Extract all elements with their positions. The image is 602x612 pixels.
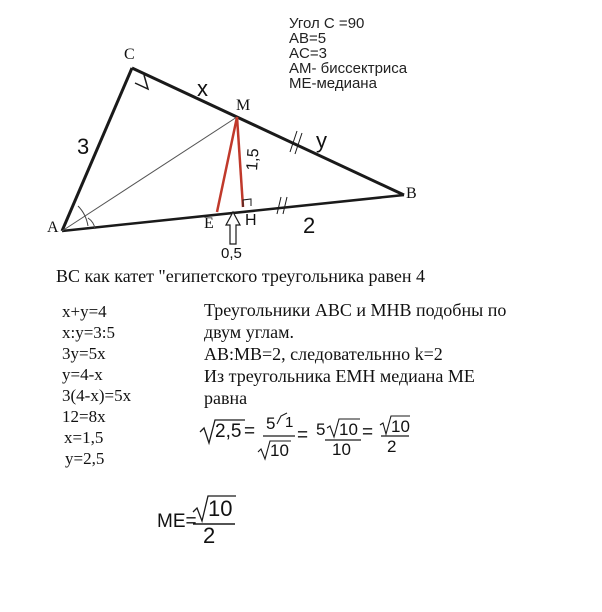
- vertex-a-label: A: [47, 219, 59, 236]
- formula-num2: 5: [316, 420, 326, 439]
- formula-num1: 5: [266, 414, 276, 433]
- given-line: AB=5: [289, 30, 327, 47]
- formula-equals: =: [362, 422, 374, 443]
- explanation-line: Из треугольника ЕМН медиана МЕ: [204, 366, 475, 386]
- formula-radicand: 2,5: [215, 421, 242, 442]
- formula-num1-root: 1: [285, 414, 294, 431]
- formula-den3: 2: [387, 437, 397, 456]
- explanation-line: двум углам.: [204, 322, 295, 342]
- label-eh: 0,5: [221, 245, 242, 262]
- equation-line: x=1,5: [64, 428, 104, 447]
- formula-num2-root: 10: [339, 420, 358, 439]
- answer-prefix: ME=: [157, 511, 197, 532]
- vertex-e-label: E: [204, 215, 214, 232]
- answer-den: 2: [203, 523, 216, 548]
- equation-line: y=4-x: [62, 365, 103, 384]
- vertex-b-label: B: [406, 185, 417, 202]
- equation-line: 12=8x: [62, 407, 106, 426]
- equation-line: x+y=4: [62, 302, 107, 321]
- label-mb: y: [316, 128, 327, 153]
- label-cm: x: [197, 76, 208, 101]
- explanation-line: равна: [204, 388, 248, 408]
- solution-headline: ВС как катет "египетского треугольника равен 4: [56, 266, 425, 286]
- answer-root: 10: [208, 496, 233, 521]
- given-line: AC=3: [289, 45, 327, 62]
- explanation-line: АВ:МВ=2, следовательнно k=2: [204, 344, 443, 364]
- equation-line: x:y=3:5: [62, 323, 116, 342]
- label-ac: 3: [77, 134, 90, 159]
- vertex-h-label: H: [245, 212, 257, 229]
- vertex-c-label: C: [124, 46, 135, 63]
- given-line: AM- биссектриса: [289, 60, 408, 77]
- equation-line: 3y=5x: [62, 344, 106, 363]
- label-mh: 1,5: [244, 147, 263, 172]
- equation-line: y=2,5: [65, 449, 105, 468]
- label-hb: 2: [303, 213, 316, 238]
- formula-num3-root: 10: [391, 417, 410, 436]
- formula-equals: =: [297, 425, 309, 446]
- formula-equals: =: [244, 421, 256, 442]
- given-line: Угол С =90: [289, 15, 365, 32]
- explanation-line: Треугольники АВС и МНВ подобны по: [204, 300, 507, 320]
- equation-line: 3(4-x)=5x: [62, 386, 132, 405]
- formula-den1-root: 10: [270, 441, 289, 460]
- formula-den2: 10: [332, 440, 351, 459]
- vertex-m-label: M: [236, 97, 251, 114]
- given-line: ME-медиана: [289, 75, 377, 92]
